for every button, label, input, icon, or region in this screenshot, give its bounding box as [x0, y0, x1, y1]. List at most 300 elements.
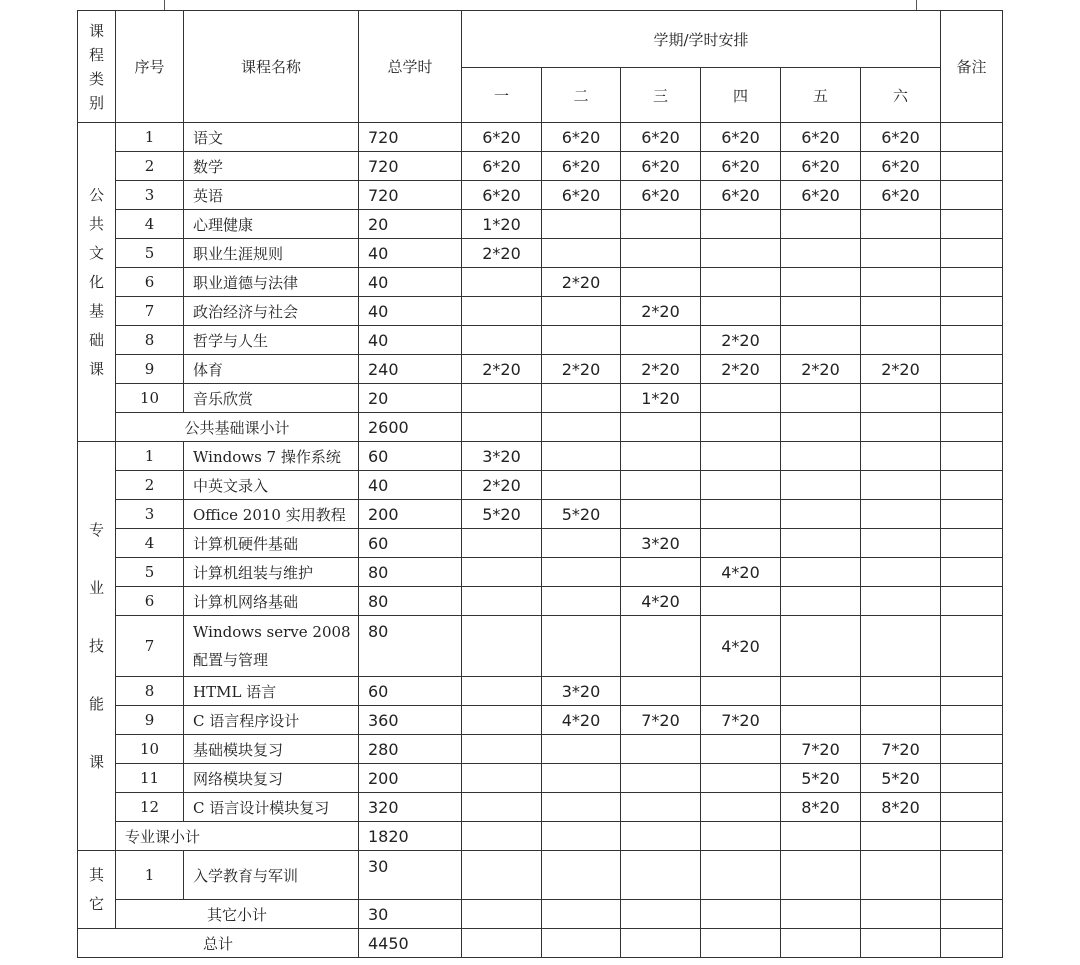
semester-cell: [462, 793, 542, 822]
course-hours: 200: [359, 764, 462, 793]
semester-cell: 4*20: [621, 587, 701, 616]
course-hours: 40: [359, 268, 462, 297]
course-hours: 40: [359, 239, 462, 268]
remark-cell: [941, 616, 1003, 677]
empty-cell: [462, 900, 542, 929]
page-edge-right: [916, 0, 917, 10]
semester-cell: [701, 268, 781, 297]
semester-cell: [621, 500, 701, 529]
semester-cell: [621, 210, 701, 239]
subtotal-row: [78, 822, 1003, 851]
empty-cell: [621, 929, 701, 958]
course-hours: 80: [359, 587, 462, 616]
course-no: 9: [116, 355, 184, 384]
semester-cell: 6*20: [621, 123, 701, 152]
semester-cell: 6*20: [701, 123, 781, 152]
course-name: 哲学与人生: [184, 326, 359, 355]
course-no: 7: [116, 297, 184, 326]
empty-cell: [781, 413, 861, 442]
header-name: 课程名称: [184, 11, 359, 123]
course-no: 2: [116, 471, 184, 500]
semester-cell: 7*20: [781, 735, 861, 764]
course-name: 计算机硬件基础: [184, 529, 359, 558]
semester-cell: [861, 558, 941, 587]
semester-cell: [701, 384, 781, 413]
empty-cell: [621, 413, 701, 442]
remark-cell: [941, 529, 1003, 558]
semester-cell: [621, 851, 701, 900]
table-row: [78, 152, 1003, 181]
semester-cell: [542, 793, 621, 822]
semester-cell: [621, 764, 701, 793]
course-name: 职业道德与法律: [184, 268, 359, 297]
semester-cell: 3*20: [462, 442, 542, 471]
semester-cell: [701, 677, 781, 706]
table-row: [78, 706, 1003, 735]
semester-cell: [701, 210, 781, 239]
course-no: 4: [116, 529, 184, 558]
semester-cell: 2*20: [462, 239, 542, 268]
semester-cell: [462, 764, 542, 793]
semester-cell: [701, 735, 781, 764]
empty-cell: [701, 413, 781, 442]
table-row: [78, 326, 1003, 355]
semester-cell: [781, 616, 861, 677]
table-row: [78, 764, 1003, 793]
semester-cell: 2*20: [621, 297, 701, 326]
course-name: 体育: [184, 355, 359, 384]
semester-cell: 6*20: [701, 152, 781, 181]
semester-cell: 2*20: [542, 268, 621, 297]
empty-cell: [462, 413, 542, 442]
semester-cell: 2*20: [462, 471, 542, 500]
semester-cell: 6*20: [701, 181, 781, 210]
semester-cell: 6*20: [781, 152, 861, 181]
course-no: 6: [116, 587, 184, 616]
semester-cell: [781, 210, 861, 239]
table-row: [78, 239, 1003, 268]
total-label: 总计: [78, 929, 359, 958]
course-name: C 语言程序设计: [184, 706, 359, 735]
semester-cell: [621, 735, 701, 764]
header-hours: 总学时: [359, 11, 462, 123]
remark-cell: [941, 706, 1003, 735]
semester-cell: [781, 239, 861, 268]
category-cell: 专业技能课: [78, 442, 116, 851]
semester-cell: [781, 384, 861, 413]
remark-cell: [941, 384, 1003, 413]
semester-cell: [542, 558, 621, 587]
category-cell: 其它: [78, 851, 116, 929]
table-row: [78, 268, 1003, 297]
remark-cell: [941, 210, 1003, 239]
course-name: 中英文录入: [184, 471, 359, 500]
empty-cell: [941, 822, 1003, 851]
semester-cell: [861, 706, 941, 735]
semester-cell: [861, 529, 941, 558]
semester-cell: [542, 326, 621, 355]
semester-cell: 6*20: [621, 181, 701, 210]
empty-cell: [861, 900, 941, 929]
semester-cell: 2*20: [621, 355, 701, 384]
semester-cell: [781, 442, 861, 471]
empty-cell: [542, 929, 621, 958]
course-no: 8: [116, 677, 184, 706]
subtotal-hours: 1820: [359, 822, 462, 851]
semester-cell: 5*20: [861, 764, 941, 793]
semester-cell: 8*20: [781, 793, 861, 822]
course-no: 3: [116, 181, 184, 210]
curriculum-table: [77, 10, 1003, 958]
semester-cell: [542, 735, 621, 764]
remark-cell: [941, 793, 1003, 822]
semester-cell: [462, 587, 542, 616]
header-category: 课程类别: [78, 11, 116, 123]
semester-cell: [861, 239, 941, 268]
table-row: [78, 210, 1003, 239]
semester-cell: 6*20: [861, 123, 941, 152]
semester-cell: [542, 529, 621, 558]
semester-cell: 1*20: [621, 384, 701, 413]
course-hours: 40: [359, 297, 462, 326]
semester-cell: [861, 268, 941, 297]
semester-cell: 1*20: [462, 210, 542, 239]
course-no: 2: [116, 152, 184, 181]
semester-cell: 2*20: [861, 355, 941, 384]
semester-cell: [462, 384, 542, 413]
course-name: 数学: [184, 152, 359, 181]
semester-cell: 6*20: [542, 181, 621, 210]
course-name: Windows serve 2008 配置与管理: [184, 616, 359, 677]
semester-cell: [621, 239, 701, 268]
course-name: 入学教育与军训: [184, 851, 359, 900]
semester-cell: 6*20: [462, 152, 542, 181]
subtotal-label: 专业课小计: [116, 822, 359, 851]
semester-cell: [861, 326, 941, 355]
course-hours: 40: [359, 326, 462, 355]
table-row: [78, 616, 1003, 677]
remark-cell: [941, 558, 1003, 587]
table-row: [78, 355, 1003, 384]
empty-cell: [542, 822, 621, 851]
table-row: [78, 471, 1003, 500]
page-edge-left: [164, 0, 165, 10]
remark-cell: [941, 297, 1003, 326]
empty-cell: [621, 900, 701, 929]
semester-cell: 2*20: [781, 355, 861, 384]
semester-cell: [781, 500, 861, 529]
remark-cell: [941, 123, 1003, 152]
course-no: 5: [116, 239, 184, 268]
empty-cell: [701, 929, 781, 958]
empty-cell: [701, 822, 781, 851]
semester-cell: 4*20: [701, 558, 781, 587]
course-name: 心理健康: [184, 210, 359, 239]
remark-cell: [941, 181, 1003, 210]
remark-cell: [941, 851, 1003, 900]
table-row: [78, 677, 1003, 706]
empty-cell: [941, 413, 1003, 442]
semester-cell: [861, 677, 941, 706]
course-no: 6: [116, 268, 184, 297]
course-hours: 720: [359, 181, 462, 210]
semester-cell: [462, 529, 542, 558]
course-hours: 20: [359, 210, 462, 239]
table-row: [78, 529, 1003, 558]
semester-cell: 6*20: [462, 123, 542, 152]
semester-cell: [542, 764, 621, 793]
semester-cell: 7*20: [621, 706, 701, 735]
header-semester: 一: [462, 68, 542, 123]
semester-cell: [462, 735, 542, 764]
semester-cell: [701, 500, 781, 529]
course-name: 计算机网络基础: [184, 587, 359, 616]
course-no: 10: [116, 384, 184, 413]
semester-cell: [542, 851, 621, 900]
table-row: [78, 500, 1003, 529]
semester-cell: [462, 558, 542, 587]
remark-cell: [941, 152, 1003, 181]
semester-cell: [861, 587, 941, 616]
semester-cell: [861, 616, 941, 677]
course-no: 8: [116, 326, 184, 355]
course-no: 3: [116, 500, 184, 529]
semester-cell: [781, 677, 861, 706]
course-hours: 360: [359, 706, 462, 735]
header-semester: 四: [701, 68, 781, 123]
course-hours: 240: [359, 355, 462, 384]
semester-cell: 6*20: [542, 152, 621, 181]
semester-cell: [462, 616, 542, 677]
remark-cell: [941, 587, 1003, 616]
semester-cell: [542, 442, 621, 471]
header-semester: 六: [861, 68, 941, 123]
remark-cell: [941, 764, 1003, 793]
semester-cell: [542, 210, 621, 239]
semester-cell: [542, 384, 621, 413]
semester-cell: 2*20: [701, 326, 781, 355]
course-name: 职业生涯规则: [184, 239, 359, 268]
empty-cell: [781, 929, 861, 958]
table-row: [78, 442, 1003, 471]
semester-cell: 6*20: [861, 152, 941, 181]
semester-cell: [861, 442, 941, 471]
semester-cell: [781, 851, 861, 900]
table-row: [78, 587, 1003, 616]
remark-cell: [941, 355, 1003, 384]
course-name: Windows 7 操作系统: [184, 442, 359, 471]
semester-cell: [701, 239, 781, 268]
course-name: Office 2010 实用教程: [184, 500, 359, 529]
semester-cell: 4*20: [542, 706, 621, 735]
course-name: 音乐欣赏: [184, 384, 359, 413]
semester-cell: 6*20: [781, 123, 861, 152]
semester-cell: [462, 677, 542, 706]
subtotal-hours: 30: [359, 900, 462, 929]
semester-cell: [462, 297, 542, 326]
course-hours: 80: [359, 558, 462, 587]
empty-cell: [542, 900, 621, 929]
course-no: 4: [116, 210, 184, 239]
subtotal-row: [78, 900, 1003, 929]
course-no: 11: [116, 764, 184, 793]
semester-cell: [701, 442, 781, 471]
category-cell: 公共文化基础课: [78, 123, 116, 442]
table-row: [78, 123, 1003, 152]
semester-cell: 7*20: [861, 735, 941, 764]
semester-cell: [621, 793, 701, 822]
semester-cell: 2*20: [542, 355, 621, 384]
semester-cell: [542, 471, 621, 500]
course-no: 1: [116, 851, 184, 900]
course-name: 语文: [184, 123, 359, 152]
subtotal-row: [78, 413, 1003, 442]
course-name: 基础模块复习: [184, 735, 359, 764]
semester-cell: [701, 851, 781, 900]
course-no: 5: [116, 558, 184, 587]
course-hours: 60: [359, 529, 462, 558]
semester-cell: 3*20: [542, 677, 621, 706]
semester-cell: [781, 558, 861, 587]
remark-cell: [941, 735, 1003, 764]
semester-cell: [701, 764, 781, 793]
course-no: 1: [116, 442, 184, 471]
empty-cell: [462, 929, 542, 958]
semester-cell: [621, 471, 701, 500]
course-no: 7: [116, 616, 184, 677]
table-row: [78, 297, 1003, 326]
empty-cell: [462, 822, 542, 851]
semester-cell: 3*20: [621, 529, 701, 558]
course-hours: 60: [359, 677, 462, 706]
semester-cell: [462, 326, 542, 355]
total-row: [78, 929, 1003, 958]
semester-cell: [861, 471, 941, 500]
empty-cell: [861, 822, 941, 851]
semester-cell: [462, 706, 542, 735]
course-name: 计算机组装与维护: [184, 558, 359, 587]
course-no: 12: [116, 793, 184, 822]
semester-cell: 6*20: [781, 181, 861, 210]
semester-cell: [701, 297, 781, 326]
header-schedule: 学期/学时安排: [462, 11, 941, 68]
semester-cell: 5*20: [781, 764, 861, 793]
semester-cell: [861, 210, 941, 239]
subtotal-label: 公共基础课小计: [116, 413, 359, 442]
semester-cell: [542, 616, 621, 677]
remark-cell: [941, 326, 1003, 355]
semester-cell: [781, 268, 861, 297]
header-seq: 序号: [116, 11, 184, 123]
semester-cell: [621, 326, 701, 355]
course-hours: 30: [359, 851, 462, 900]
remark-cell: [941, 268, 1003, 297]
semester-cell: [781, 326, 861, 355]
course-name: 英语: [184, 181, 359, 210]
semester-cell: [781, 587, 861, 616]
empty-cell: [941, 929, 1003, 958]
subtotal-hours: 2600: [359, 413, 462, 442]
semester-cell: [462, 851, 542, 900]
semester-cell: 6*20: [462, 181, 542, 210]
semester-cell: 6*20: [621, 152, 701, 181]
semester-cell: [861, 851, 941, 900]
empty-cell: [621, 822, 701, 851]
semester-cell: [462, 268, 542, 297]
empty-cell: [542, 413, 621, 442]
semester-cell: 6*20: [861, 181, 941, 210]
course-hours: 40: [359, 471, 462, 500]
empty-cell: [941, 900, 1003, 929]
semester-cell: 5*20: [542, 500, 621, 529]
semester-cell: [781, 471, 861, 500]
semester-cell: [781, 297, 861, 326]
empty-cell: [861, 929, 941, 958]
semester-cell: 5*20: [462, 500, 542, 529]
semester-cell: [621, 442, 701, 471]
remark-cell: [941, 442, 1003, 471]
course-name: C 语言设计模块复习: [184, 793, 359, 822]
semester-cell: [542, 239, 621, 268]
course-name: 网络模块复习: [184, 764, 359, 793]
course-no: 1: [116, 123, 184, 152]
course-hours: 320: [359, 793, 462, 822]
remark-cell: [941, 500, 1003, 529]
semester-cell: [542, 297, 621, 326]
semester-cell: [621, 677, 701, 706]
semester-cell: [861, 500, 941, 529]
semester-cell: 8*20: [861, 793, 941, 822]
semester-cell: [701, 587, 781, 616]
header-semester: 二: [542, 68, 621, 123]
semester-cell: [701, 793, 781, 822]
semester-cell: [621, 558, 701, 587]
empty-cell: [701, 900, 781, 929]
course-no: 10: [116, 735, 184, 764]
header-row: [78, 11, 1003, 68]
semester-cell: [701, 529, 781, 558]
remark-cell: [941, 677, 1003, 706]
semester-cell: [542, 587, 621, 616]
semester-cell: [621, 616, 701, 677]
semester-cell: [701, 471, 781, 500]
course-hours: 20: [359, 384, 462, 413]
empty-cell: [781, 900, 861, 929]
semester-cell: 2*20: [701, 355, 781, 384]
semester-cell: 2*20: [462, 355, 542, 384]
remark-cell: [941, 471, 1003, 500]
course-hours: 720: [359, 152, 462, 181]
course-name: HTML 语言: [184, 677, 359, 706]
semester-cell: 7*20: [701, 706, 781, 735]
semester-cell: [621, 268, 701, 297]
semester-cell: 6*20: [542, 123, 621, 152]
table-row: [78, 384, 1003, 413]
course-hours: 60: [359, 442, 462, 471]
course-hours: 720: [359, 123, 462, 152]
table-row: [78, 851, 1003, 900]
semester-cell: 4*20: [701, 616, 781, 677]
semester-cell: [861, 384, 941, 413]
course-name: 政治经济与社会: [184, 297, 359, 326]
header-remark: 备注: [941, 11, 1003, 123]
table-row: [78, 793, 1003, 822]
course-hours: 80: [359, 616, 462, 677]
header-semester: 五: [781, 68, 861, 123]
empty-cell: [781, 822, 861, 851]
empty-cell: [861, 413, 941, 442]
remark-cell: [941, 239, 1003, 268]
